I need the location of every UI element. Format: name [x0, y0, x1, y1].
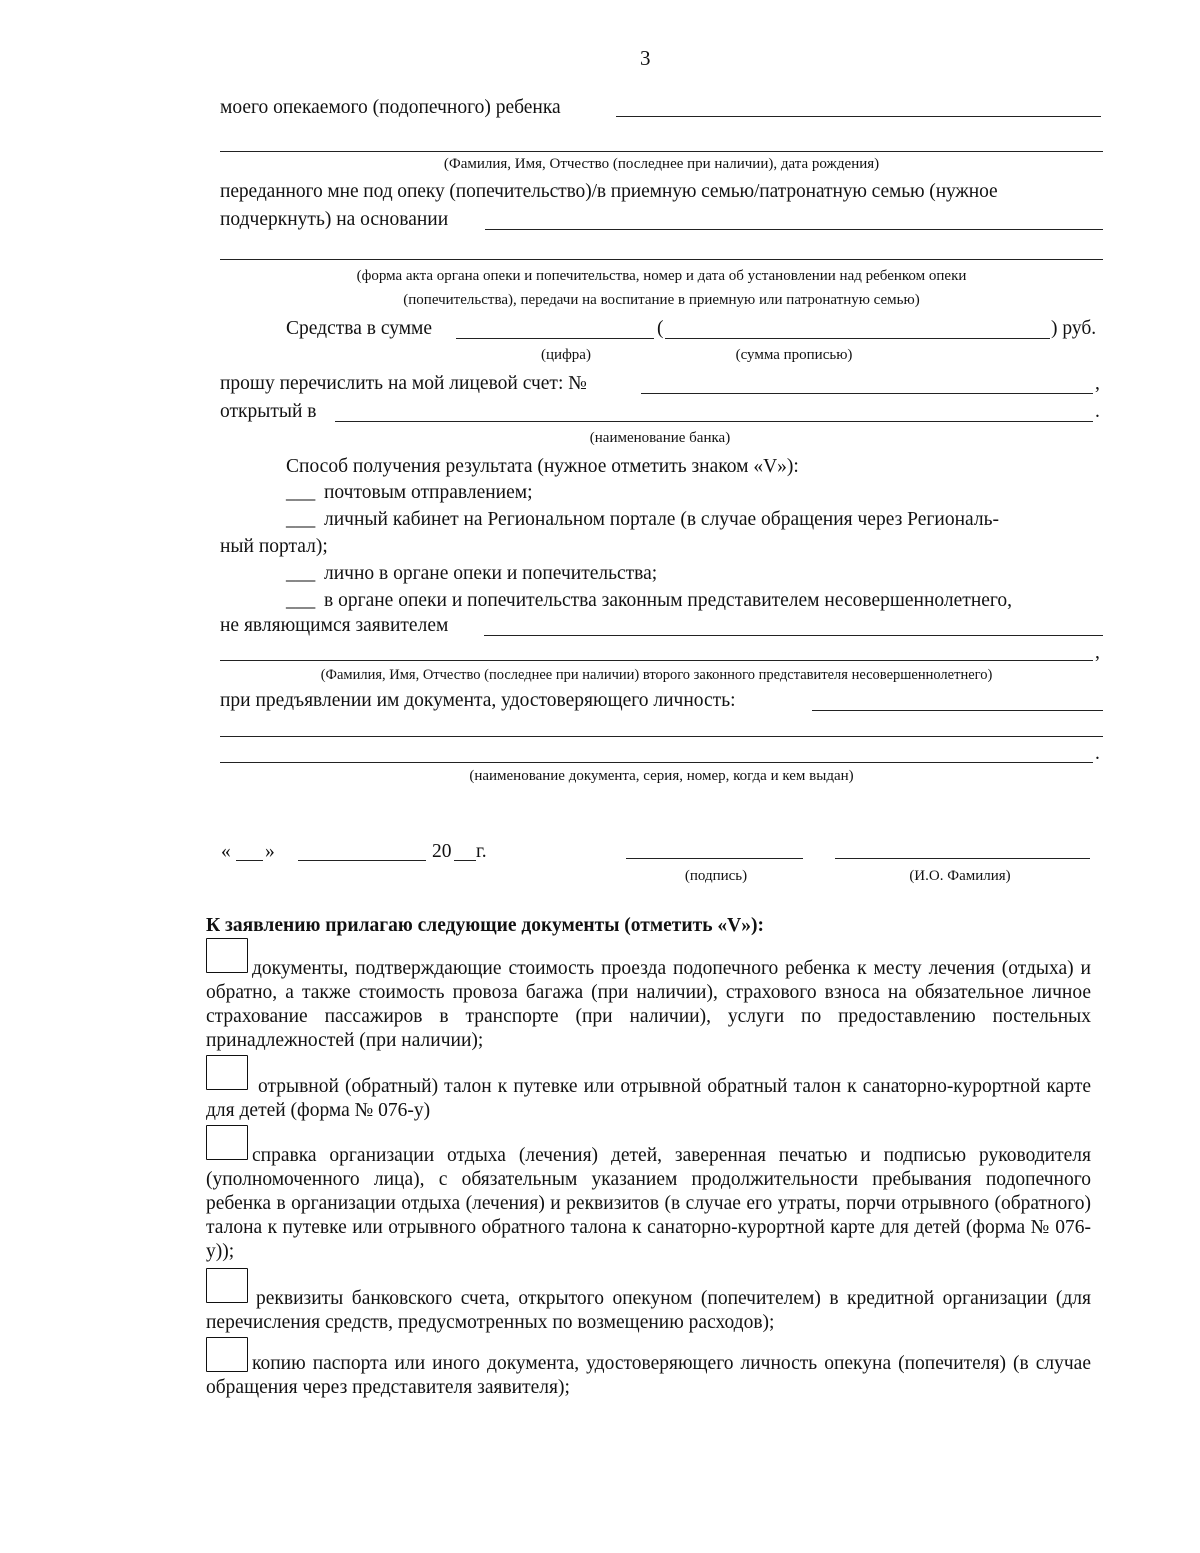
attachment-item-5	[206, 1352, 1091, 1400]
date-open-quote: «	[221, 841, 231, 862]
sum-open-paren: (	[657, 318, 664, 339]
page-number: 3	[640, 46, 651, 70]
attachment-item-2	[206, 1075, 1091, 1123]
id-field[interactable]	[812, 710, 1103, 711]
method-mail-label: почтовым отправлением;	[324, 482, 533, 503]
sum-label: Средства в сумме	[286, 318, 433, 339]
ward-field-line-2[interactable]	[220, 151, 1103, 152]
caption-bank: (наименование банка)	[589, 430, 731, 446]
attachment-text-1: документы, подтверждающие стоимость проезда подопечного ребенка к месту лечения (отдыха) и обратно, а также стоимость провоза багажа (при наличии), страхового взноса на обязательное личное страхование пассажиров в транспорте (при наличии), услуги по предоставлению постельных принадлежностей (при наличии);	[206, 958, 1091, 1051]
caption-act-1: (форма акта органа опеки и попечительства, номер и дата об установлении над ребенком опеки	[356, 268, 967, 284]
method-rep-label-1: в органе опеки и попечительства законным представителем несовершеннолетнего,	[324, 590, 1013, 611]
caption-signature: (подпись)	[684, 868, 748, 884]
caption-words: (сумма прописью)	[735, 347, 853, 363]
name-field[interactable]	[835, 858, 1090, 859]
attachment-text-4: реквизиты банковского счета, открытого опекуном (попечителем) в кредитной организации (для перечисления средств, предусмотренных по возмещению расходов);	[206, 1288, 1091, 1333]
basis-field[interactable]	[485, 229, 1103, 230]
method-portal-label-1: личный кабинет на Региональном портале (в случае обращения через Региональ-	[324, 509, 999, 530]
attachment-text-3: справка организации отдыха (лечения) детей, заверенная печатью и подписью руководителя (уполномоченного лица), с обязательным указанием продолжительности пребывания подопечного ребенка в организации отдыха (лечения) и реквизитов (в случае его утраты, порчи отрывного (обратного) талона к путевке или отрывного обратного талона к санаторно-курортной карте для детей (форма № 076-у));	[206, 1145, 1091, 1262]
id-period: .	[1095, 743, 1100, 764]
opened-period: .	[1095, 401, 1100, 422]
method-in-person-check[interactable]: ___	[286, 563, 316, 584]
ward-field[interactable]	[616, 116, 1101, 117]
sum-words-field[interactable]	[665, 338, 1050, 339]
caption-rep: (Фамилия, Имя, Отчество (последнее при наличии) второго законного представителя несовершеннолетнего)	[320, 667, 993, 683]
method-portal-label-2: ный портал);	[220, 536, 328, 557]
method-rep-check[interactable]: ___	[286, 590, 316, 611]
transferred-line: переданного мне под опеку (попечительство)/в приемную семью/патронатную семью (нужное	[220, 181, 998, 202]
account-comma: ,	[1095, 373, 1100, 394]
attachment-text-5: копию паспорта или иного документа, удостоверяющего личность опекуна (попечителя) (в случае обращения через представителя заявителя);	[206, 1353, 1091, 1398]
id-label: при предъявлении им документа, удостоверяющего личность:	[220, 690, 736, 711]
basis-field-line-2[interactable]	[220, 259, 1103, 260]
id-field-line-2[interactable]	[220, 736, 1103, 737]
date-close-quote: »	[265, 841, 275, 862]
signature-field[interactable]	[626, 858, 803, 859]
caption-digits: (цифра)	[541, 347, 591, 363]
id-field-line-3[interactable]	[220, 762, 1093, 763]
basis-label: подчеркнуть) на основании	[220, 209, 449, 230]
method-title: Способ получения результата (нужное отметить знаком «V»):	[286, 456, 799, 477]
caption-doc: (наименование документа, серия, номер, когда и кем выдан)	[469, 768, 854, 784]
attachment-item-4	[206, 1287, 1091, 1335]
method-in-person-label: лично в органе опеки и попечительства;	[324, 563, 658, 584]
opened-label: открытый в	[220, 401, 317, 422]
caption-act-2: (попечительства), передачи на воспитание в приемную или патронатную семью)	[403, 292, 920, 308]
date-year-field[interactable]	[454, 860, 476, 861]
attachment-text-2: отрывной (обратный) талон к путевке или отрывной обратный талон к санаторно-курортной карте для детей (форма № 076-у)	[206, 1076, 1091, 1121]
date-day-field[interactable]	[236, 860, 263, 861]
sum-unit: ) руб.	[1051, 318, 1097, 339]
account-label: прошу перечислить на мой лицевой счет: №	[220, 373, 587, 394]
method-rep-label-2: не являющимся заявителем	[220, 615, 449, 636]
attachments-title: К заявлению прилагаю следующие документы (отметить «V»):	[206, 915, 764, 936]
caption-name: (И.О. Фамилия)	[909, 868, 1011, 884]
rep-field[interactable]	[484, 635, 1103, 636]
date-year-prefix: 20	[432, 841, 452, 862]
sum-digits-field[interactable]	[456, 338, 654, 339]
rep-field-line-2[interactable]	[220, 660, 1093, 661]
ward-label: моего опекаемого (подопечного) ребенка	[220, 97, 561, 118]
date-year-suffix: г.	[476, 841, 487, 862]
date-month-field[interactable]	[298, 860, 426, 861]
method-portal-check[interactable]: ___	[286, 509, 316, 530]
caption-child: (Фамилия, Имя, Отчество (последнее при наличии), дата рождения)	[443, 156, 880, 172]
bank-field[interactable]	[335, 421, 1093, 422]
method-mail-check[interactable]: ___	[286, 482, 316, 503]
attachment-item-1	[206, 957, 1091, 1053]
attachment-item-3	[206, 1144, 1091, 1264]
rep-comma: ,	[1095, 642, 1100, 663]
account-field[interactable]	[641, 393, 1093, 394]
